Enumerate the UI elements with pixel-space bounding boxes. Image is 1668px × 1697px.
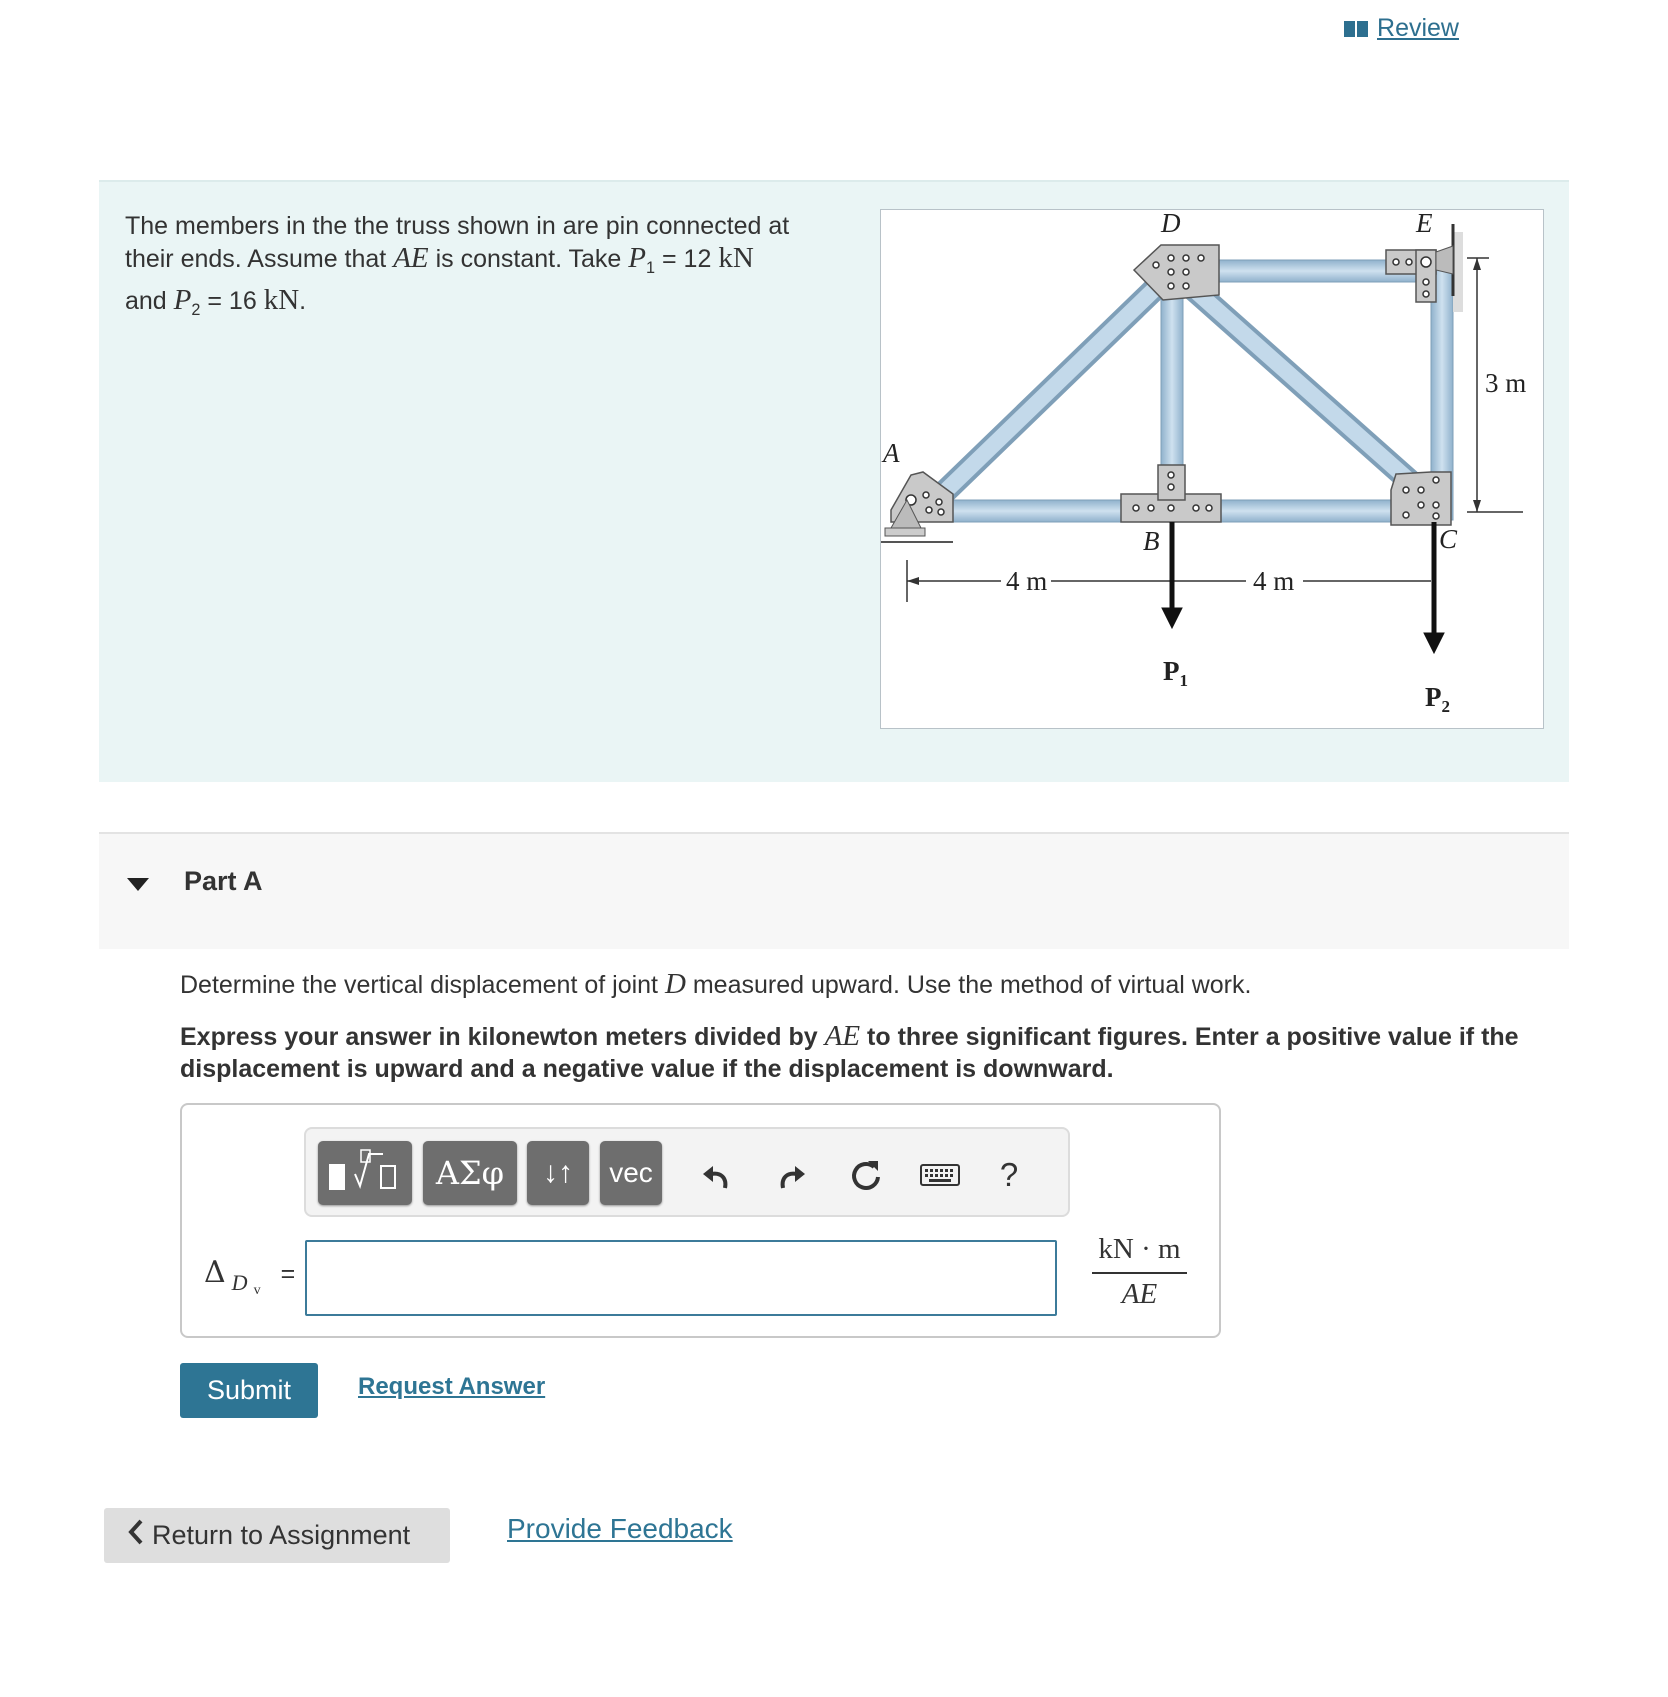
return-label: Return to Assignment <box>152 1520 411 1550</box>
question-text-2: measured upward. Use the method of virtual work. <box>685 971 1252 999</box>
truss-members <box>921 260 1453 522</box>
instr-text-2: to three significant figures. Enter a positive value if the displacement is upward and a negative value if the displacement is downward. <box>180 1023 1519 1083</box>
part-a-header[interactable] <box>99 832 1569 949</box>
label-d: D <box>1161 210 1181 238</box>
undo-icon[interactable] <box>691 1151 741 1199</box>
instr-ae-symbol: AE <box>824 1020 861 1052</box>
unit-numerator: kN · m <box>1092 1233 1187 1274</box>
p2-unit: kN <box>263 284 300 316</box>
vector-button[interactable] <box>600 1141 662 1205</box>
load-arrows <box>1162 522 1444 653</box>
p1-symbol: P <box>628 242 647 274</box>
review-label: Review <box>1377 14 1459 42</box>
p2-symbol: P <box>173 284 192 316</box>
greek-symbols-button[interactable] <box>423 1141 517 1205</box>
answer-input[interactable] <box>305 1240 1057 1316</box>
ae-symbol: AE <box>393 242 429 274</box>
arrows-button[interactable] <box>527 1141 589 1205</box>
request-answer-link[interactable]: Request Answer <box>358 1373 546 1400</box>
question-instructions <box>180 1020 1550 1085</box>
dim-right-label: 4 m <box>1253 566 1295 596</box>
return-to-assignment-button[interactable] <box>104 1508 450 1563</box>
problem-text-1: The members in the the truss shown in are pin connected at their ends. Assume that <box>125 212 790 273</box>
p2-subscript: 2 <box>191 301 201 319</box>
templates-button[interactable] <box>318 1141 412 1205</box>
instr-text-1: Express your answer in kilonewton meters divided by <box>180 1023 825 1051</box>
label-a: A <box>883 438 900 468</box>
joint-symbol: D <box>664 968 686 1000</box>
problem-text-2: is constant. Take <box>428 245 629 273</box>
problem-panel <box>99 180 1569 782</box>
question-text <box>180 968 1550 1001</box>
p2-value: = 16 <box>200 287 264 315</box>
provide-feedback-link[interactable]: Provide Feedback <box>507 1513 733 1544</box>
label-c: C <box>1439 524 1458 554</box>
label-e: E <box>1416 210 1433 238</box>
truss-figure <box>880 209 1544 729</box>
part-title: Part A <box>184 866 263 896</box>
answer-box <box>180 1103 1221 1338</box>
answer-label <box>204 1255 296 1298</box>
problem-period: . <box>299 287 307 315</box>
delta-symbol: Δ <box>204 1255 226 1290</box>
delta-subscript: D <box>231 1270 248 1295</box>
dim-left-label: 4 m <box>1006 566 1048 596</box>
problem-text <box>125 210 815 326</box>
problem-and: and <box>125 287 174 315</box>
dim-height-label: 3 m <box>1485 368 1527 398</box>
vec-label: vec <box>609 1157 653 1188</box>
p1-subscript: 1 <box>646 259 656 277</box>
delta-subsubscript: v <box>253 1283 261 1298</box>
greek-label: ΑΣφ <box>435 1154 505 1192</box>
keyboard-icon[interactable] <box>915 1151 965 1199</box>
math-toolbar <box>304 1127 1070 1217</box>
p1-value: = 12 <box>655 245 719 273</box>
chevron-left-icon <box>128 1519 144 1552</box>
p1-unit: kN <box>718 242 754 274</box>
question-text-1: Determine the vertical displacement of joint <box>180 971 665 999</box>
templates-icon <box>325 1146 405 1201</box>
submit-button[interactable]: Submit <box>180 1363 318 1418</box>
redo-icon[interactable] <box>767 1151 817 1199</box>
answer-unit <box>1092 1233 1187 1311</box>
load1-label: $P_1$ <box>1163 656 1188 690</box>
help-icon[interactable]: ? <box>999 1156 1019 1193</box>
caret-down-icon[interactable] <box>127 878 149 897</box>
reset-icon[interactable] <box>841 1151 891 1199</box>
equals-sign: = <box>280 1260 296 1288</box>
dimension-arrowheads <box>907 258 1481 585</box>
unit-denominator: AE <box>1121 1278 1158 1310</box>
load2-label: $P_2$ <box>1425 682 1450 716</box>
book-icon <box>1343 19 1369 39</box>
arrows-label: ↓↑ <box>543 1156 573 1189</box>
label-b: B <box>1143 526 1160 556</box>
review-link[interactable] <box>1343 14 1459 43</box>
